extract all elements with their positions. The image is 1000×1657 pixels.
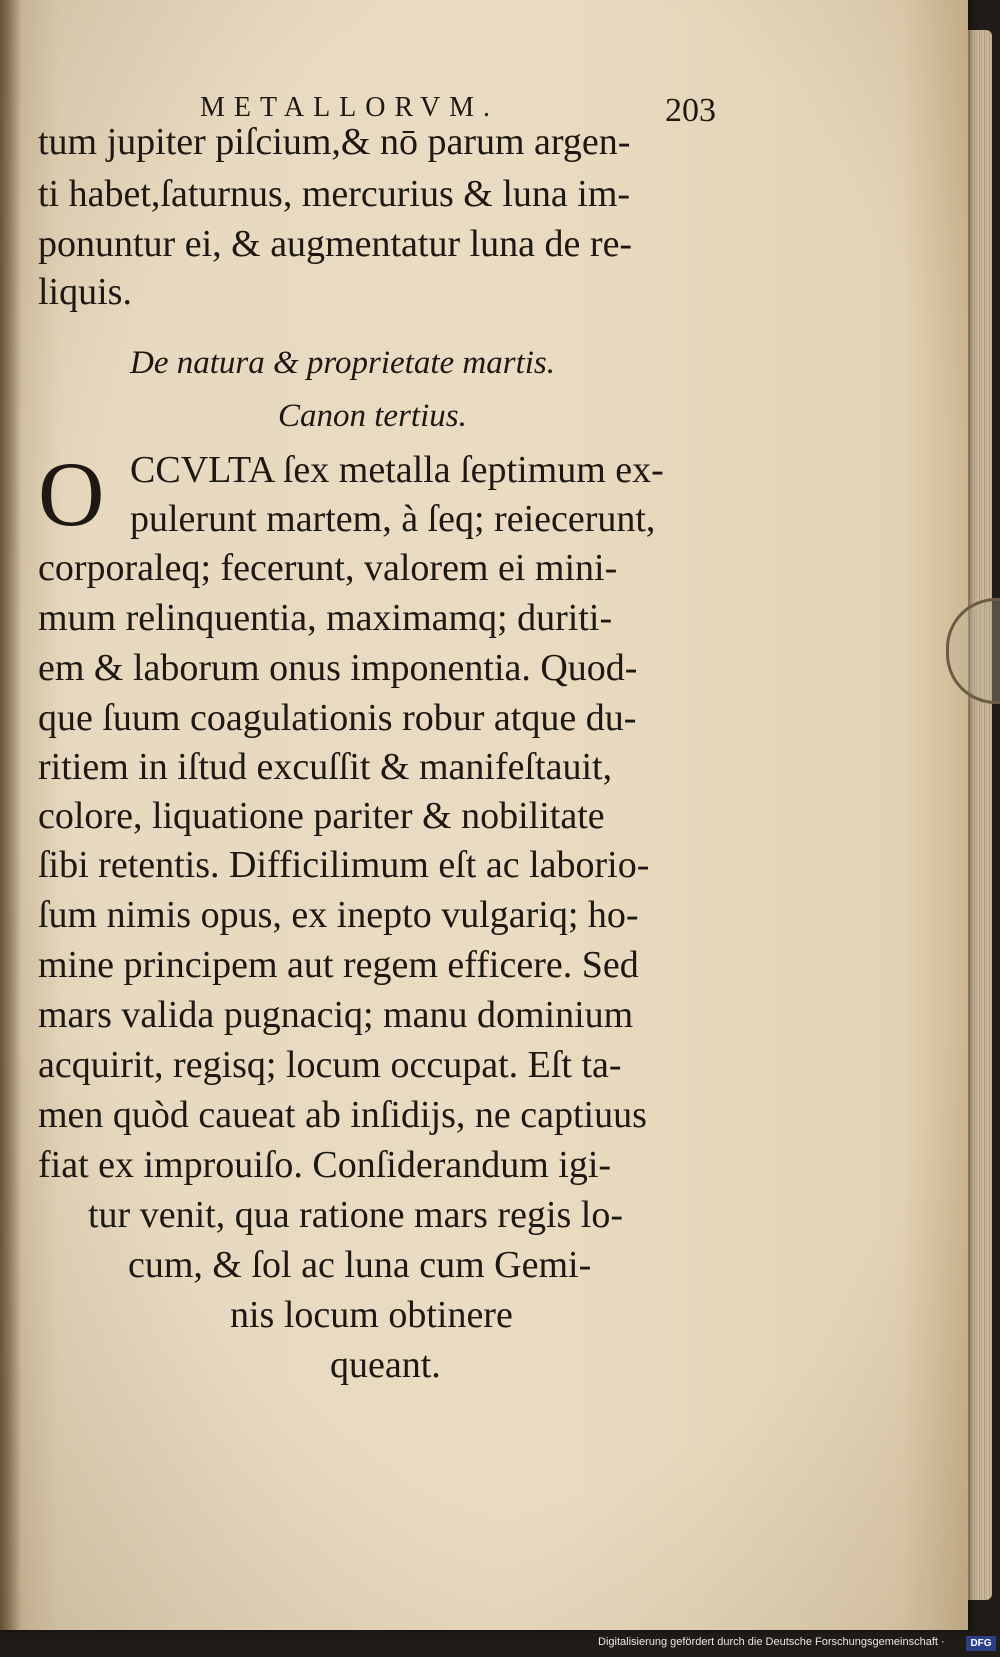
page-number: 203 [665, 92, 716, 129]
text-line: mum relinquentia, maximamq; duriti- [38, 597, 613, 639]
text-line: tur venit, qua ratione mars regis lo- [88, 1194, 624, 1236]
text-line: liquis. [38, 271, 132, 313]
text-line: CCVLTA ſex metalla ſeptimum ex- [130, 449, 664, 491]
text-line: mine principem aut regem efficere. Sed [38, 944, 639, 986]
text-line: nis locum obtinere [230, 1294, 513, 1336]
text-line: men quòd caueat ab inſidijs, ne captiuus [38, 1094, 647, 1136]
dfg-logo: DFG [966, 1636, 996, 1651]
section-subtitle: Canon tertius. [278, 398, 467, 434]
text-line: ſum nimis opus, ex inepto vulgariq; ho- [38, 894, 639, 936]
text-line: ponuntur ei, & augmentatur luna de re- [38, 223, 633, 265]
text-line: queant. [330, 1344, 441, 1386]
text-line: cum, & ſol ac luna cum Gemi- [128, 1244, 592, 1286]
text-line: colore, liquatione pariter & nobilitate [38, 795, 605, 837]
running-head: METALLORVM. [200, 92, 500, 123]
gutter-shadow [0, 0, 22, 1630]
text-line: tum jupiter piſcium,& nō parum argen- [38, 121, 631, 163]
drop-cap: O [38, 443, 105, 545]
text-line: corporaleq; fecerunt, valorem ei mini- [38, 547, 618, 589]
text-line: fiat ex improuiſo. Conſiderandum igi- [38, 1144, 612, 1186]
text-line: em & laborum onus imponentia. Quod- [38, 647, 638, 689]
digitization-credit: Digitalisierung gefördert durch die Deutsche Forschungsgemeinschaft · [598, 1636, 945, 1648]
text-line: acquirit, regisq; locum occupat. Eſt ta- [38, 1044, 622, 1086]
text-line: ti habet,ſaturnus, mercurius & luna im- [38, 173, 631, 215]
text-line: ritiem in iſtud excuſſit & manifeſtauit, [38, 746, 613, 788]
text-line: mars valida pugnaciq; manu dominium [38, 994, 634, 1036]
text-line: pulerunt martem, à ſeq; reiecerunt, [130, 498, 656, 540]
text-line: que ſuum coagulationis robur atque du- [38, 697, 637, 739]
text-line: ſibi retentis. Difficilimum eſt ac laborio- [38, 844, 650, 886]
section-title: De natura & proprietate martis. [130, 345, 556, 381]
